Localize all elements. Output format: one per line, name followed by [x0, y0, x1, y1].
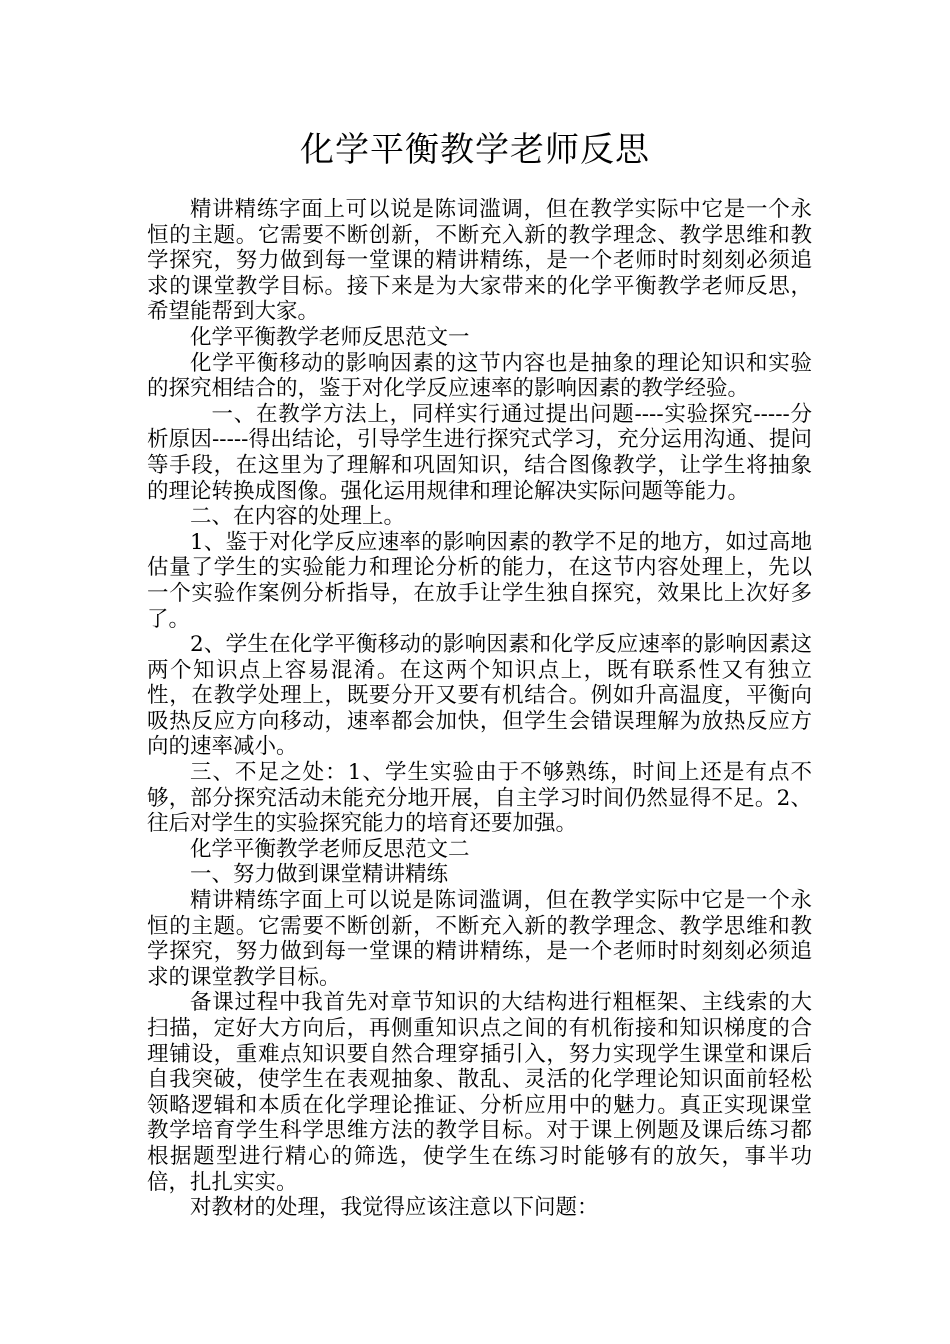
section-heading-sample-one: 化学平衡教学老师反思范文一: [190, 324, 470, 350]
intro-paragraph: 精讲精练字面上可以说是陈词滥调，但在教学实际中它是一个永恒的主题。它需要不断创新，不断充入新的教学理念、教学思维和教学探究，努力做到每一堂课的精讲精练，是一个老师时时刻刻必须追求的课堂教学目标。接下来是为大家带来的化学平衡教学老师反思，希望能帮到大家。: [147, 197, 812, 325]
paragraph-point-1: 1、鉴于对化学反应速率的影响因素的教学不足的地方，如过高地估量了学生的实验能力和理论分析的能力，在这节内容处理上，先以一个实验作案例分析指导，在放手让学生独自探究，效果比上次好多了。: [147, 529, 812, 632]
paragraph-content-handling: 二、在内容的处理上。: [190, 504, 406, 530]
paragraph-shortcomings: 三、不足之处：1、学生实验由于不够熟练，时间上还是有点不够，部分探究活动未能充分地开展，自主学习时间仍然显得不足。2、往后对学生的实验探究能力的培育还要加强。: [147, 760, 812, 837]
paragraph: 化学平衡移动的影响因素的这节内容也是抽象的理论知识和实验的探究相结合的，鉴于对化学反应速率的影响因素的教学经验。: [147, 350, 812, 402]
section-heading-sample-two: 化学平衡教学老师反思范文二: [190, 836, 470, 862]
paragraph-textbook-handling: 对教材的处理，我觉得应该注意以下问题：: [190, 1195, 599, 1221]
document-title: 化学平衡教学老师反思: [300, 130, 650, 170]
paragraph-point-2: 2、学生在化学平衡移动的影响因素和化学反应速率的影响因素这两个知识点上容易混淆。在这两个知识点上，既有联系性又有独立性，在教学处理上，既要分开又要有机结合。例如升高温度，平衡向吸热反应方向移动，速率都会加快，但学生会错误理解为放热反应方向的速率减小。: [147, 632, 812, 760]
document-body: [147, 197, 812, 1221]
paragraph: 精讲精练字面上可以说是陈词滥调，但在教学实际中它是一个永恒的主题。它需要不断创新，不断充入新的教学理念、教学思维和教学探究，努力做到每一堂课的精讲精练，是一个老师时时刻刻必须追求的课堂教学目标。: [147, 888, 812, 990]
paragraph-teaching-method: 一、在教学方法上，同样实行通过提出问题----实验探究-----分析原因-----得出结论，引导学生进行探究式学习，充分运用沟通、提问等手段，在这里为了理解和巩固知识，结合图像教学，让学生将抽象的理论转换成图像。强化运用规律和理论解决实际问题等能力。: [147, 401, 812, 504]
paragraph-lesson-prep: 备课过程中我首先对章节知识的大结构进行粗框架、主线索的大扫描，定好大方向后，再侧重知识点之间的有机衔接和知识梯度的合理铺设，重难点知识要自然合理穿插引入，努力实现学生课堂和课后自我突破，使学生在表观抽象、散乱、灵活的化学理论知识面前轻松领略逻辑和本质在化学理论推证、分析应用中的魅力。真正实现课堂教学培育学生科学思维方法的教学目标。对于课上例题及课后练习都根据题型进行精心的筛选，使学生在练习时能够有的放矢，事半功倍，扎扎实实。: [147, 990, 812, 1195]
paragraph-subheading: 一、努力做到课堂精讲精练: [190, 862, 449, 888]
